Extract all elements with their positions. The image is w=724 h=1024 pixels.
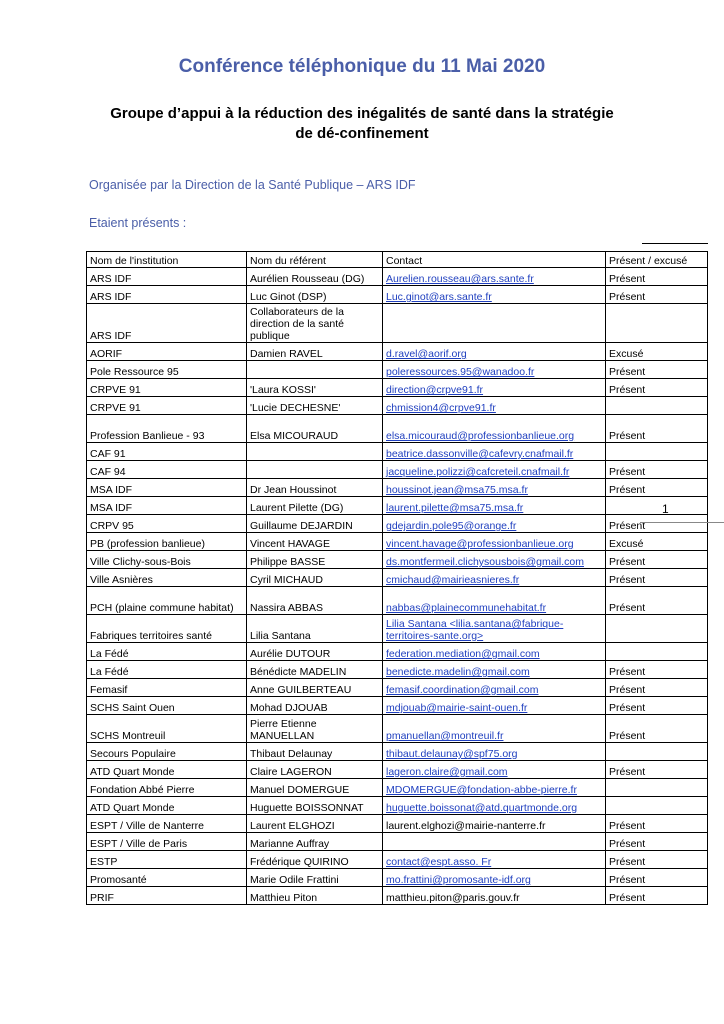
status-cell-text: Présent — [609, 520, 646, 532]
institution-cell — [87, 343, 247, 361]
referent-cell — [247, 761, 383, 779]
institution-cell-text: Pole Ressource 95 — [90, 366, 179, 378]
referent-cell — [247, 397, 383, 415]
referent-cell — [247, 361, 383, 379]
status-cell — [606, 415, 708, 443]
referent-cell — [247, 497, 383, 515]
status-cell — [606, 569, 708, 587]
table-row — [87, 715, 708, 743]
contact-cell — [383, 461, 606, 479]
contact-cell — [383, 743, 606, 761]
institution-cell — [87, 643, 247, 661]
institution-cell — [87, 361, 247, 379]
contact-cell — [383, 779, 606, 797]
institution-cell-text: CRPVE 91 — [90, 384, 141, 396]
institution-cell-text: La Fédé — [90, 648, 129, 660]
page-divider — [640, 522, 724, 523]
table-row — [87, 551, 708, 569]
table-row — [87, 479, 708, 497]
referent-cell-text: Laurent ELGHOZI — [250, 820, 335, 832]
status-cell — [606, 461, 708, 479]
status-cell-text: Présent — [609, 291, 646, 303]
contact-cell-text[interactable]: gdejardin.pole95@orange.fr — [386, 520, 517, 532]
table-row — [87, 286, 708, 304]
contact-cell-text[interactable]: direction@crpve91.fr — [386, 384, 484, 396]
referent-cell-text: Laurent Pilette (DG) — [250, 502, 344, 514]
referent-cell — [247, 479, 383, 497]
contact-cell — [383, 497, 606, 515]
contact-cell-text[interactable]: laurent.pilette@msa75.msa.fr — [386, 502, 524, 514]
referent-cell-text: Luc Ginot (DSP) — [250, 291, 327, 303]
table-row — [87, 379, 708, 397]
institution-cell — [87, 869, 247, 887]
status-cell — [606, 851, 708, 869]
contact-cell — [383, 268, 606, 286]
contact-cell — [383, 533, 606, 551]
table-row — [87, 869, 708, 887]
status-cell — [606, 379, 708, 397]
contact-cell-text: laurent.elghozi@mairie-nanterre.fr — [386, 820, 546, 832]
referent-cell — [247, 515, 383, 533]
table-row — [87, 397, 708, 415]
status-cell — [606, 615, 708, 643]
institution-cell — [87, 743, 247, 761]
referent-cell — [247, 415, 383, 443]
referent-cell-text: Pierre Etienne MANUELLAN — [250, 718, 317, 742]
institution-cell — [87, 443, 247, 461]
institution-cell — [87, 797, 247, 815]
status-cell-text: Présent — [609, 602, 646, 614]
referent-cell-text: Elsa MICOURAUD — [250, 430, 339, 442]
referent-cell-text: Manuel DOMERGUE — [250, 784, 350, 796]
referent-cell-text: Lilia Santana — [250, 630, 311, 642]
contact-cell — [383, 479, 606, 497]
contact-cell — [383, 761, 606, 779]
referent-cell — [247, 679, 383, 697]
status-cell-text: Présent — [609, 366, 646, 378]
institution-cell-text: CAF 91 — [90, 448, 126, 460]
contact-cell — [383, 304, 606, 343]
institution-cell — [87, 697, 247, 715]
status-cell-text: Présent — [609, 702, 646, 714]
contact-cell-text[interactable]: houssinot.jean@msa75.msa.fr — [386, 484, 528, 496]
institution-cell — [87, 533, 247, 551]
referent-cell-text: 'Lucie DECHESNE' — [250, 402, 341, 414]
status-cell-text: Présent — [609, 384, 646, 396]
institution-cell-text: ESPT / Ville de Paris — [90, 838, 188, 850]
referent-cell — [247, 615, 383, 643]
status-cell-text: Excusé — [609, 348, 644, 360]
contact-cell-text[interactable]: poleressources.95@wanadoo.fr — [386, 366, 535, 378]
institution-cell — [87, 661, 247, 679]
referent-cell-text: Huguette BOISSONNAT — [250, 802, 364, 814]
status-cell — [606, 587, 708, 615]
contact-cell — [383, 587, 606, 615]
status-cell — [606, 679, 708, 697]
institution-cell-text: MSA IDF — [90, 484, 133, 496]
status-cell — [606, 443, 708, 461]
institution-cell — [87, 715, 247, 743]
referent-cell — [247, 643, 383, 661]
contact-cell-text[interactable]: mdjouab@mairie-saint-ouen.fr — [386, 702, 528, 714]
contact-cell — [383, 443, 606, 461]
contact-cell-text[interactable]: vincent.havage@professionbanlieue.org — [386, 538, 574, 550]
status-cell — [606, 661, 708, 679]
institution-cell-text: Femasif — [90, 684, 128, 696]
table-row — [87, 461, 708, 479]
institution-cell — [87, 569, 247, 587]
contact-cell — [383, 615, 606, 643]
institution-cell-text: PB (profession banlieue) — [90, 538, 205, 550]
contact-cell-text[interactable]: mo.frattini@promosante-idf.org — [386, 874, 531, 886]
referent-cell — [247, 797, 383, 815]
status-cell — [606, 797, 708, 815]
status-cell-text: Présent — [609, 684, 646, 696]
institution-cell-text: ESPT / Ville de Nanterre — [90, 820, 205, 832]
referent-cell — [247, 661, 383, 679]
header-institution: Nom de l'institution — [87, 252, 247, 268]
status-cell — [606, 343, 708, 361]
contact-cell — [383, 869, 606, 887]
institution-cell-text: CRPVE 91 — [90, 402, 141, 414]
referent-cell — [247, 569, 383, 587]
contact-cell-text[interactable]: cmichaud@mairieasnieres.fr — [386, 574, 520, 586]
status-cell-text: Présent — [609, 766, 646, 778]
status-cell — [606, 833, 708, 851]
institution-cell-text: Secours Populaire — [90, 748, 176, 760]
status-cell — [606, 397, 708, 415]
contact-cell — [383, 815, 606, 833]
referent-cell-text: Aurélie DUTOUR — [250, 648, 331, 660]
institution-cell — [87, 587, 247, 615]
organizer-line: Organisée par la Direction de la Santé Publique – ARS IDF — [89, 178, 416, 192]
contact-cell — [383, 286, 606, 304]
institution-cell — [87, 551, 247, 569]
referent-cell — [247, 869, 383, 887]
status-cell — [606, 551, 708, 569]
contact-cell-text[interactable]: benedicte.madelin@gmail.com — [386, 666, 530, 678]
table-row — [87, 761, 708, 779]
status-cell — [606, 268, 708, 286]
referent-cell — [247, 379, 383, 397]
institution-cell — [87, 497, 247, 515]
referent-cell-text: Aurélien Rousseau (DG) — [250, 273, 365, 285]
institution-cell-text: Promosanté — [90, 874, 147, 886]
referent-cell — [247, 697, 383, 715]
status-cell — [606, 761, 708, 779]
contact-cell — [383, 415, 606, 443]
contact-cell-text[interactable]: jacqueline.polizzi@cafcreteil.cnafmail.fr — [386, 466, 570, 478]
attendance-table — [86, 251, 708, 905]
referent-cell — [247, 833, 383, 851]
contact-cell-text[interactable]: femasif.coordination@gmail.com — [386, 684, 539, 696]
contact-cell — [383, 887, 606, 905]
document-title: Conférence téléphonique du 11 Mai 2020 — [178, 56, 546, 77]
contact-cell-text[interactable]: contact@espt.asso. Fr — [386, 856, 492, 868]
status-cell — [606, 743, 708, 761]
table-row — [87, 815, 708, 833]
status-cell — [606, 815, 708, 833]
status-cell — [606, 304, 708, 343]
institution-cell — [87, 479, 247, 497]
referent-cell-text: Guillaume DEJARDIN — [250, 520, 353, 532]
institution-cell — [87, 887, 247, 905]
table-row — [87, 515, 708, 533]
table-row — [87, 268, 708, 286]
contact-cell-text[interactable]: Luc.ginot@ars.sante.fr — [386, 291, 492, 303]
institution-cell — [87, 304, 247, 343]
status-cell-text: Présent — [609, 892, 646, 904]
institution-cell-text: SCHS Montreuil — [90, 730, 166, 742]
contact-cell — [383, 679, 606, 697]
contact-cell — [383, 797, 606, 815]
institution-cell — [87, 679, 247, 697]
referent-cell — [247, 815, 383, 833]
referent-cell-text: Marianne Auffray — [250, 838, 330, 850]
institution-cell-text: Ville Clichy-sous-Bois — [90, 556, 191, 568]
status-cell-text: Présent — [609, 556, 646, 568]
institution-cell-text: MSA IDF — [90, 502, 133, 514]
table-row — [87, 587, 708, 615]
contact-cell-text[interactable]: chmission4@crpve91.fr — [386, 402, 496, 414]
table-body — [87, 268, 708, 905]
table-row — [87, 887, 708, 905]
table-header-row — [87, 252, 708, 268]
table-row — [87, 851, 708, 869]
contact-cell-text: matthieu.piton@paris.gouv.fr — [386, 892, 520, 904]
status-cell-text: Présent — [609, 666, 646, 678]
contact-cell — [383, 379, 606, 397]
status-cell-text: Présent — [609, 430, 646, 442]
contact-cell — [383, 515, 606, 533]
referent-cell-text: Cyril MICHAUD — [250, 574, 323, 586]
table-row — [87, 743, 708, 761]
contact-cell-text[interactable]: ds.montfermeil.clichysousbois@gmail.com — [386, 556, 584, 568]
institution-cell-text: PRIF — [90, 892, 114, 904]
status-cell-text: Présent — [609, 574, 646, 586]
status-cell — [606, 697, 708, 715]
table-row — [87, 443, 708, 461]
contact-cell-text[interactable]: MDOMERGUE@fondation-abbe-pierre.fr — [386, 784, 577, 796]
status-cell — [606, 533, 708, 551]
table-row — [87, 661, 708, 679]
referent-cell-text: Philippe BASSE — [250, 556, 326, 568]
header-status: Présent / excusé — [606, 252, 708, 268]
institution-cell — [87, 415, 247, 443]
status-cell-text: Présent — [609, 273, 646, 285]
institution-cell — [87, 286, 247, 304]
table-row — [87, 304, 708, 343]
referent-cell — [247, 533, 383, 551]
referent-cell-text: Dr Jean Houssinot — [250, 484, 337, 496]
institution-cell-text: ARS IDF — [90, 291, 132, 303]
contact-cell — [383, 361, 606, 379]
institution-cell-text: PCH (plaine commune habitat) — [90, 602, 234, 614]
contact-cell — [383, 643, 606, 661]
institution-cell-text: Profession Banlieue - 93 — [90, 430, 205, 442]
table-row — [87, 833, 708, 851]
institution-cell-text: ARS IDF — [90, 330, 132, 342]
contact-cell-text[interactable]: beatrice.dassonville@cafevry.cnafmail.fr — [386, 448, 574, 460]
referent-cell-text: Mohad DJOUAB — [250, 702, 328, 714]
institution-cell — [87, 615, 247, 643]
table-row — [87, 679, 708, 697]
referent-cell-text: Anne GUILBERTEAU — [250, 684, 352, 696]
referent-cell-text: Marie Odile Frattini — [250, 874, 339, 886]
institution-cell-text: ESTP — [90, 856, 118, 868]
referent-cell-text: Damien RAVEL — [250, 348, 323, 360]
institution-cell-text: Fondation Abbé Pierre — [90, 784, 195, 796]
contact-cell-text[interactable]: nabbas@plainecommunehabitat.fr — [386, 602, 547, 614]
status-cell-text: Présent — [609, 820, 646, 832]
table-row — [87, 361, 708, 379]
contact-cell-text[interactable]: Lilia Santana <lilia.santana@fabrique-territoires-sante.org> — [386, 618, 564, 642]
institution-cell-text: La Fédé — [90, 666, 129, 678]
contact-cell — [383, 343, 606, 361]
referent-cell-text: Vincent HAVAGE — [250, 538, 330, 550]
status-cell — [606, 869, 708, 887]
contact-cell — [383, 851, 606, 869]
contact-cell-text[interactable]: lageron.claire@gmail.com — [386, 766, 508, 778]
institution-cell — [87, 515, 247, 533]
status-cell-text: Présent — [609, 856, 646, 868]
referent-cell — [247, 343, 383, 361]
status-cell-text: Présent — [609, 838, 646, 850]
status-cell-text: Présent — [609, 466, 646, 478]
institution-cell — [87, 268, 247, 286]
institution-cell — [87, 815, 247, 833]
referent-cell — [247, 443, 383, 461]
table-row — [87, 779, 708, 797]
referent-cell — [247, 587, 383, 615]
header-contact: Contact — [383, 252, 606, 268]
referent-cell-text: Nassira ABBAS — [250, 602, 323, 614]
page-number: 1 — [662, 502, 669, 516]
referent-cell — [247, 887, 383, 905]
institution-cell-text: Ville Asnières — [90, 574, 153, 586]
institution-cell — [87, 851, 247, 869]
status-cell — [606, 779, 708, 797]
header-rule — [642, 243, 708, 244]
institution-cell-text: CAF 94 — [90, 466, 126, 478]
contact-cell — [383, 697, 606, 715]
table-row — [87, 533, 708, 551]
referent-cell — [247, 715, 383, 743]
contact-cell-text[interactable]: pmanuellan@montreuil.fr — [386, 730, 504, 742]
referent-cell-text: Claire LAGERON — [250, 766, 332, 778]
attendees-label: Etaient présents : — [89, 216, 187, 230]
contact-cell — [383, 661, 606, 679]
referent-cell-text: Collaborateurs de la direction de la santé publique — [250, 306, 344, 342]
referent-cell-text: Bénédicte MADELIN — [250, 666, 347, 678]
referent-cell — [247, 851, 383, 869]
institution-cell-text: ARS IDF — [90, 273, 132, 285]
document-subtitle: Groupe d’appui à la réduction des inégalités de santé dans la stratégie de dé-confinement — [110, 105, 614, 142]
institution-cell-text: SCHS Saint Ouen — [90, 702, 175, 714]
status-cell-text: Présent — [609, 484, 646, 496]
contact-cell-text[interactable]: federation.mediation@gmail.com — [386, 648, 540, 660]
status-cell-text: Excusé — [609, 538, 644, 550]
table-row — [87, 643, 708, 661]
institution-cell-text: ATD Quart Monde — [90, 766, 175, 778]
table-row — [87, 615, 708, 643]
status-cell — [606, 643, 708, 661]
contact-cell-text[interactable]: thibaut.delaunay@spf75.org — [386, 748, 518, 760]
referent-cell-text: Frédérique QUIRINO — [250, 856, 349, 868]
contact-cell-text[interactable]: huguette.boissonat@atd.quartmonde.org — [386, 802, 578, 814]
institution-cell-text: ATD Quart Monde — [90, 802, 175, 814]
status-cell — [606, 515, 708, 533]
referent-cell-text: Matthieu Piton — [250, 892, 318, 904]
header-referent: Nom du référent — [247, 252, 383, 268]
table-row — [87, 797, 708, 815]
contact-cell-text[interactable]: elsa.micouraud@professionbanlieue.org — [386, 430, 575, 442]
referent-cell — [247, 304, 383, 343]
table-row — [87, 697, 708, 715]
referent-cell-text: 'Laura KOSSI' — [250, 384, 316, 396]
table-row — [87, 569, 708, 587]
institution-cell — [87, 779, 247, 797]
institution-cell — [87, 833, 247, 851]
institution-cell — [87, 379, 247, 397]
referent-cell — [247, 268, 383, 286]
contact-cell-text[interactable]: d.ravel@aorif.org — [386, 348, 467, 360]
contact-cell-text[interactable]: Aurelien.rousseau@ars.sante.fr — [386, 273, 534, 285]
contact-cell — [383, 569, 606, 587]
table-row — [87, 343, 708, 361]
referent-cell — [247, 286, 383, 304]
contact-cell — [383, 833, 606, 851]
table-row — [87, 415, 708, 443]
status-cell — [606, 497, 708, 515]
contact-cell — [383, 715, 606, 743]
contact-cell — [383, 551, 606, 569]
status-cell-text: Présent — [609, 730, 646, 742]
referent-cell — [247, 551, 383, 569]
referent-cell — [247, 461, 383, 479]
institution-cell-text: AORIF — [90, 348, 123, 360]
institution-cell — [87, 397, 247, 415]
institution-cell-text: CRPV 95 — [90, 520, 134, 532]
status-cell — [606, 361, 708, 379]
referent-cell — [247, 743, 383, 761]
status-cell-text: Présent — [609, 874, 646, 886]
contact-cell — [383, 397, 606, 415]
status-cell — [606, 286, 708, 304]
status-cell — [606, 479, 708, 497]
status-cell — [606, 887, 708, 905]
institution-cell — [87, 761, 247, 779]
referent-cell-text: Thibaut Delaunay — [250, 748, 333, 760]
table-row — [87, 497, 708, 515]
referent-cell — [247, 779, 383, 797]
status-cell — [606, 715, 708, 743]
institution-cell — [87, 461, 247, 479]
institution-cell-text: Fabriques territoires santé — [90, 630, 212, 642]
